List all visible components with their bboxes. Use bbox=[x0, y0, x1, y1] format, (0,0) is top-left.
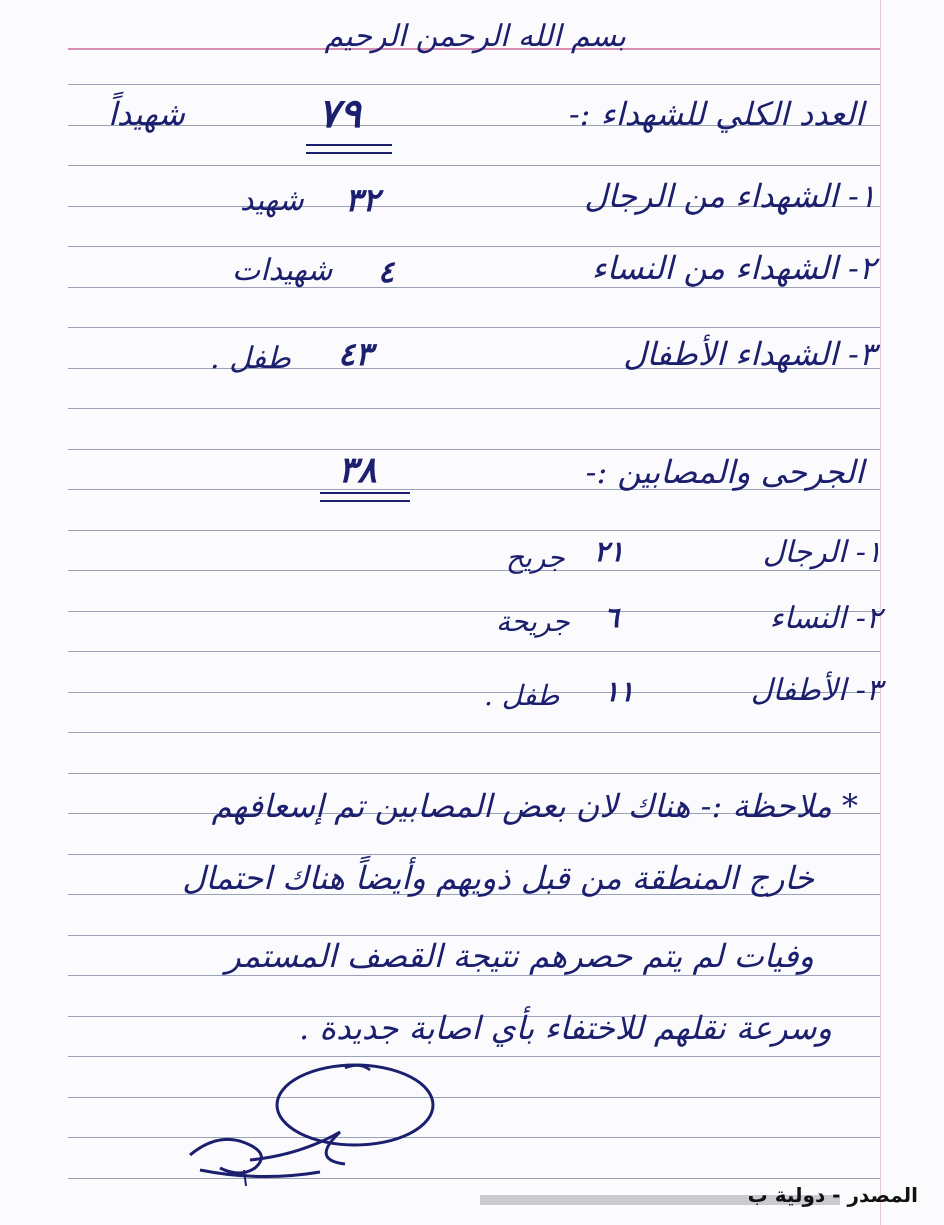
ruled-line bbox=[68, 408, 880, 409]
total-value-underline bbox=[306, 144, 392, 154]
ruled-line bbox=[68, 1056, 880, 1057]
ruled-line bbox=[68, 854, 880, 855]
injured-women-value: ٦ bbox=[604, 601, 620, 634]
martyrs-men-value: ٣٢ bbox=[345, 181, 380, 219]
ruled-line bbox=[68, 165, 880, 166]
injured-men-unit: جريح bbox=[506, 541, 565, 574]
injured-value: ٣٨ bbox=[338, 449, 377, 491]
total-martyrs-value: ٧٩ bbox=[318, 90, 361, 137]
footer-source: المصدر - دولية ب bbox=[747, 1183, 918, 1207]
total-martyrs-label: العدد الكلي للشهداء :- bbox=[568, 95, 864, 133]
injured-children-label: ٣- الأطفال bbox=[750, 673, 882, 708]
martyrs-children-unit: طفل . bbox=[210, 341, 291, 376]
injured-children-unit: طفل . bbox=[484, 679, 560, 712]
injured-women-unit: جريحة bbox=[496, 605, 570, 638]
ruled-line bbox=[68, 611, 880, 612]
note-line-2: خارج المنطقة من قبل ذويهم وأيضاً هناك احتمال bbox=[182, 859, 814, 897]
ruled-line bbox=[68, 84, 880, 85]
note-line-4: وسرعة نقلهم للاختفاء بأي اصابة جديدة . bbox=[299, 1009, 832, 1047]
injured-women-label: ٢- النساء bbox=[769, 601, 882, 636]
note-line-1: * ملاحظة :- هناك لان بعض المصابين تم إسعافهم bbox=[211, 787, 858, 825]
note-line-3: وفيات لم يتم حصرهم نتيجة القصف المستمر bbox=[225, 937, 814, 975]
ruled-line bbox=[68, 651, 880, 652]
ruled-line bbox=[68, 530, 880, 531]
signature bbox=[180, 1060, 450, 1190]
injured-children-value: ١١ bbox=[604, 675, 635, 708]
ruled-line bbox=[68, 449, 880, 450]
martyrs-children-label: ٣- الشهداء الأطفال bbox=[623, 335, 876, 373]
martyrs-women-unit: شهيدات bbox=[232, 253, 333, 288]
martyrs-women-label: ٢- الشهداء من النساء bbox=[591, 249, 876, 287]
ruled-line bbox=[68, 975, 880, 976]
ruled-line bbox=[68, 327, 880, 328]
ruled-line bbox=[68, 246, 880, 247]
injured-men-value: ٢١ bbox=[594, 535, 625, 568]
ruled-line bbox=[68, 570, 880, 571]
martyrs-children-value: ٤٣ bbox=[338, 335, 373, 373]
martyrs-men-label: ١- الشهداء من الرجال bbox=[584, 177, 876, 215]
ruled-line bbox=[68, 935, 880, 936]
ruled-line bbox=[68, 773, 880, 774]
injured-value-underline bbox=[320, 492, 410, 502]
injured-men-label: ١- الرجال bbox=[762, 535, 882, 570]
injured-label: الجرحى والمصابين :- bbox=[585, 453, 864, 491]
martyrs-men-unit: شهيد bbox=[240, 183, 304, 218]
martyrs-women-value: ٤ bbox=[378, 255, 395, 290]
total-martyrs-unit: شهيداً bbox=[108, 95, 185, 133]
ruled-line bbox=[68, 732, 880, 733]
basmala: بسم الله الرحمن الرحيم bbox=[324, 19, 626, 54]
